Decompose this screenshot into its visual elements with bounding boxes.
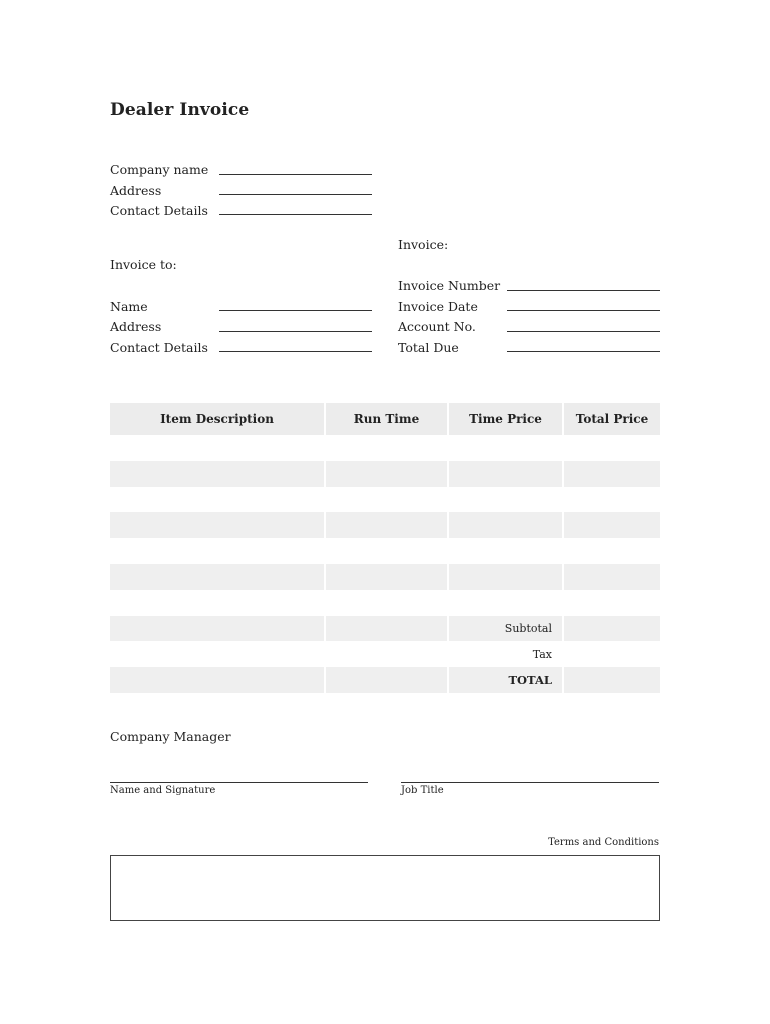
total-value-cell[interactable] [563,667,660,693]
recipient-name-field[interactable] [219,310,372,311]
header-time-price: Time Price [448,403,563,435]
recipient-contact-field[interactable] [219,351,372,352]
total-price-cell[interactable] [563,461,660,487]
recipient-contact-label: Contact Details [110,340,208,355]
run-time-cell[interactable] [325,487,448,513]
item-description-cell[interactable] [110,590,325,616]
name-signature-label: Name and Signature [110,785,216,796]
run-time-cell[interactable] [325,512,448,538]
table-row [110,538,660,564]
tax-value-cell[interactable] [563,641,660,667]
terms-label: Terms and Conditions [548,837,659,848]
company-contact-field[interactable] [219,214,372,215]
total-price-cell[interactable] [563,564,660,590]
company-address-field[interactable] [219,194,372,195]
run-time-cell[interactable] [325,461,448,487]
total-price-cell[interactable] [563,590,660,616]
account-number-field[interactable] [507,331,660,332]
table-row [110,487,660,513]
item-description-cell[interactable] [110,435,325,461]
item-description-cell[interactable] [110,461,325,487]
terms-box[interactable] [110,855,660,921]
time-price-cell[interactable] [448,512,563,538]
table-row [110,590,660,616]
invoice-to-heading: Invoice to: [110,257,177,272]
time-price-cell[interactable] [448,487,563,513]
total-price-cell[interactable] [563,435,660,461]
table-row [110,461,660,487]
job-title-line[interactable] [401,782,659,783]
run-time-cell[interactable] [325,564,448,590]
total-price-cell[interactable] [563,487,660,513]
item-description-cell[interactable] [110,564,325,590]
recipient-address-label: Address [110,319,162,334]
tax-row [110,641,660,667]
item-description-cell[interactable] [110,538,325,564]
time-price-cell[interactable] [448,538,563,564]
subtotal-row [110,616,660,642]
header-run-time: Run Time [325,403,448,435]
tax-label: Tax [448,641,563,667]
time-price-cell[interactable] [448,435,563,461]
recipient-name-label: Name [110,299,148,314]
invoice-heading: Invoice: [398,237,449,252]
total-price-cell[interactable] [563,538,660,564]
subtotal-label: Subtotal [448,616,563,642]
company-name-label: Company name [110,162,209,177]
time-price-cell[interactable] [448,590,563,616]
total-due-label: Total Due [398,340,459,355]
name-signature-line[interactable] [110,782,368,783]
time-price-cell[interactable] [448,461,563,487]
run-time-cell[interactable] [325,538,448,564]
company-address-label: Address [110,183,162,198]
table-row [110,435,660,461]
invoice-date-field[interactable] [507,310,660,311]
header-item-description: Item Description [110,403,325,435]
total-price-cell[interactable] [563,512,660,538]
total-row [110,667,660,693]
item-description-cell[interactable] [110,512,325,538]
total-label: TOTAL [448,667,563,693]
job-title-label: Job Title [401,785,444,796]
header-total-price: Total Price [563,403,660,435]
account-number-label: Account No. [398,319,476,334]
invoice-number-field[interactable] [507,290,660,291]
recipient-address-field[interactable] [219,331,372,332]
items-table [110,403,660,693]
company-contact-label: Contact Details [110,203,208,218]
table-row [110,512,660,538]
subtotal-value-cell[interactable] [563,616,660,642]
invoice-number-label: Invoice Number [398,278,501,293]
company-manager-heading: Company Manager [110,729,231,744]
document-title: Dealer Invoice [110,100,250,120]
time-price-cell[interactable] [448,564,563,590]
run-time-cell[interactable] [325,435,448,461]
invoice-date-label: Invoice Date [398,299,478,314]
item-description-cell[interactable] [110,487,325,513]
company-name-field[interactable] [219,174,372,175]
run-time-cell[interactable] [325,590,448,616]
total-due-field[interactable] [507,351,660,352]
table-row [110,564,660,590]
